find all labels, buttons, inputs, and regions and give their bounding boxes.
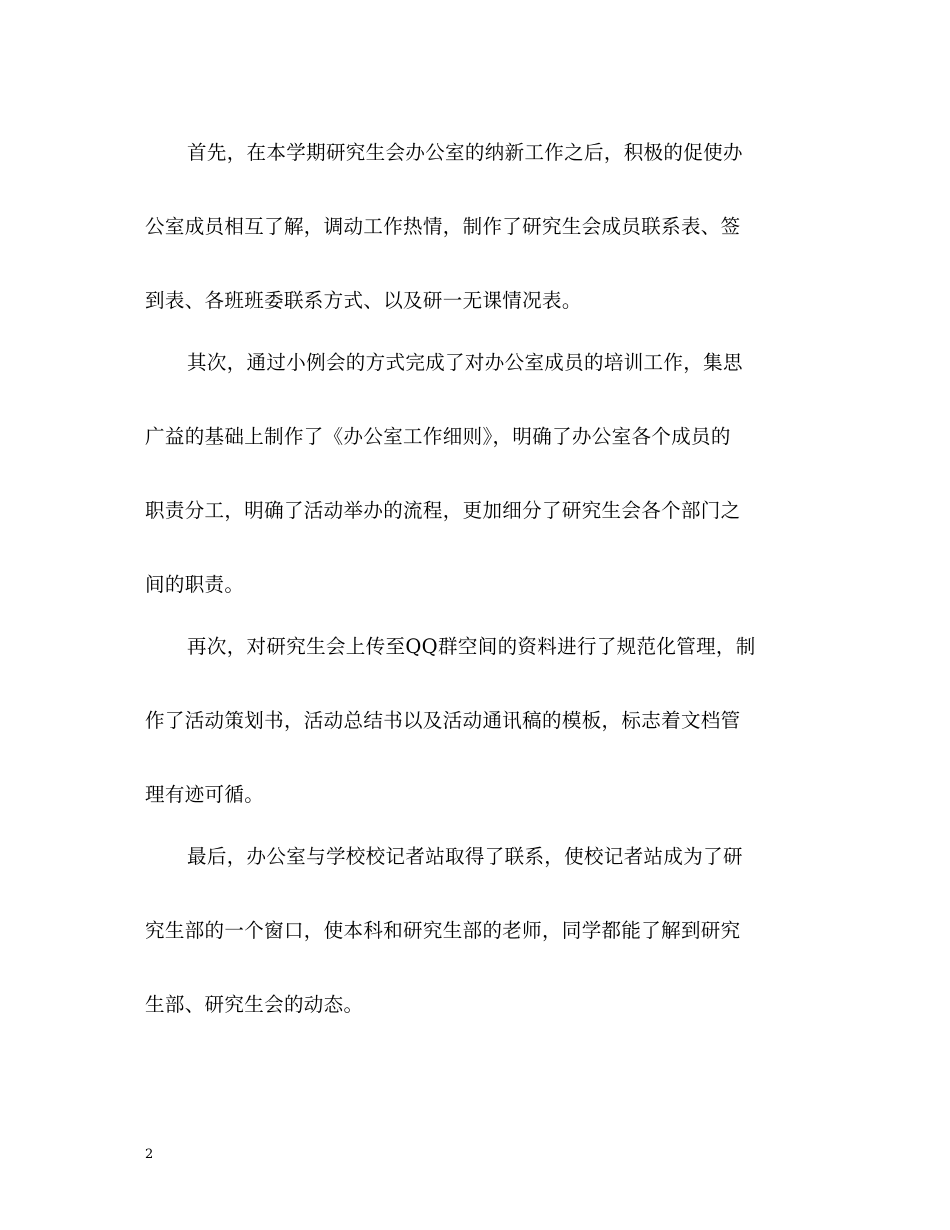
paragraph-line: 生部、研究生会的动态。 — [145, 993, 364, 1016]
paragraph-line: 理有迹可循。 — [145, 783, 265, 806]
paragraph-4 — [145, 839, 805, 1023]
paragraph-line: 职责分工，明确了活动举办的流程，更加细分了研究生会各个部门之 — [145, 499, 741, 522]
paragraph-line: 首先，在本学期研究生会办公室的纳新工作之后，积极的促使办 — [187, 141, 743, 164]
paragraph-2 — [145, 345, 805, 603]
paragraph-line: 再次，对研究生会上传至QQ群空间的资料进行了规范化管理，制 — [187, 635, 756, 658]
paragraph-line: 公室成员相互了解，调动工作热情，制作了研究生会成员联系表、签 — [145, 215, 741, 238]
document-body — [145, 135, 805, 1061]
paragraph-line: 作了活动策划书，活动总结书以及活动通讯稿的模板，标志着文档管 — [145, 709, 741, 732]
paragraph-3 — [145, 629, 805, 813]
paragraph-1 — [145, 135, 805, 319]
paragraph-line: 究生部的一个窗口，使本科和研究生部的老师，同学都能了解到研究 — [145, 919, 741, 942]
paragraph-line: 到表、各班班委联系方式、以及研一无课情况表。 — [145, 289, 582, 312]
paragraph-line: 间的职责。 — [145, 573, 245, 596]
paragraph-line: 其次，通过小例会的方式完成了对办公室成员的培训工作，集思 — [187, 351, 743, 374]
paragraph-line: 最后，办公室与学校校记者站取得了联系，使校记者站成为了研 — [187, 845, 743, 868]
paragraph-line: 广益的基础上制作了《办公室工作细则》，明确了办公室各个成员的 — [145, 425, 731, 448]
page-number: 2 — [145, 1147, 154, 1162]
